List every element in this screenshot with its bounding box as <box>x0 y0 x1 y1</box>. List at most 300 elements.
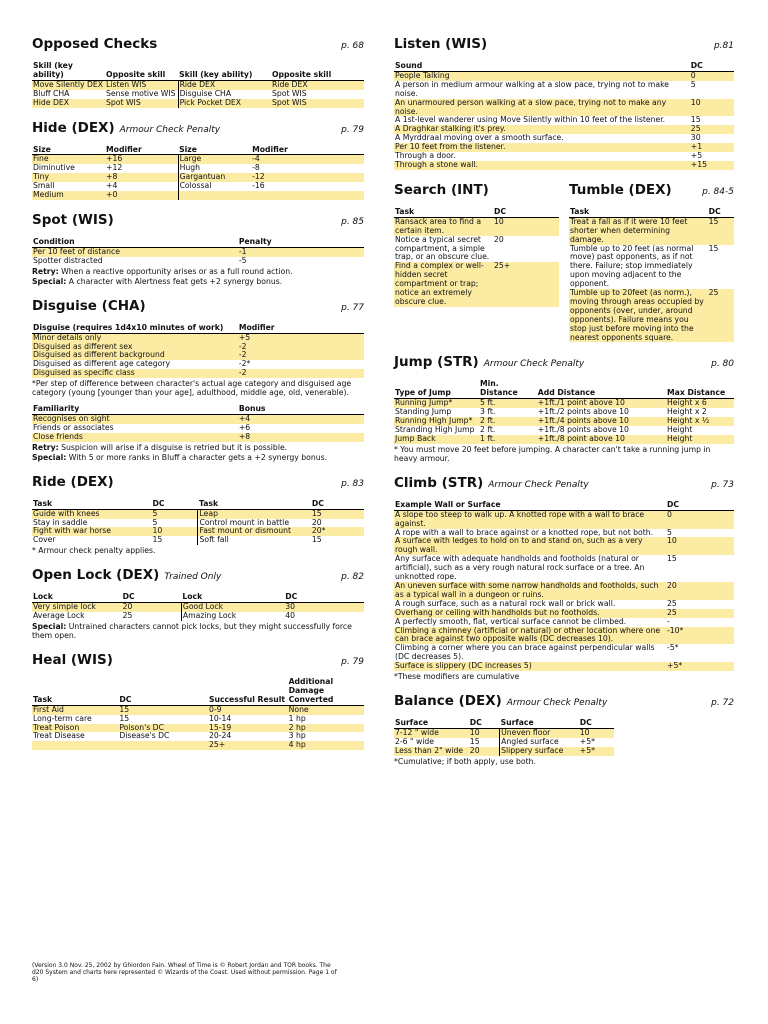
table-cell: Guide with knees <box>32 509 152 518</box>
section-balance <box>394 693 734 766</box>
table-cell: Disguised as specific class <box>32 369 238 378</box>
column-header: Familiarity <box>32 405 238 414</box>
table-cell: 10 <box>152 527 198 536</box>
table-cell: 5 <box>667 527 672 537</box>
table-note <box>32 379 364 397</box>
section-subtitle: Armour Check Penalty <box>483 359 585 370</box>
table-cell: Friends or associates <box>33 422 114 432</box>
table-cell: 15 <box>118 705 208 714</box>
table-cell: Spot WIS <box>272 88 307 98</box>
table-cell: +8 <box>238 433 364 442</box>
table-cell: Tiny <box>32 173 105 182</box>
table-note <box>394 445 734 463</box>
page-reference: p. 73 <box>711 479 734 490</box>
table-cell: Leap <box>198 509 311 518</box>
table-row <box>394 627 734 645</box>
table-cell: A Myrddraal moving over a smooth surface. <box>395 133 564 143</box>
column-header: Modifier <box>238 324 364 333</box>
table-cell: An unarmoured person walking at a slow pace, trying not to make any noise. <box>394 99 690 117</box>
table-cell: A slope too steep to walk up. A knotted rope with a wall to brace against. <box>394 510 666 528</box>
table-cell: 15 <box>152 535 163 545</box>
table-cell: -2 <box>238 369 364 378</box>
section-listen <box>394 36 734 170</box>
footer-credits: (Version 3.0 Nov. 25, 2002 by Ghiordon Fain. Wheel of Time is © Robert Jordan and TOR books. The d20 System and charts here represented © Wizards of the Coast. Used without permission. Page 1 of 6) <box>32 962 337 983</box>
section-title: Climb (STR) <box>394 474 484 491</box>
table-note <box>394 757 734 766</box>
column-header: Add Distance <box>537 380 666 398</box>
column-header: Modifier <box>105 146 178 155</box>
table-cell: Any surface with adequate handholds and footholds (natural or artificial), such as a very rough natural rock surface or a tree. An unknotted rope. <box>395 554 645 582</box>
table-cell: Fine <box>32 155 105 164</box>
table-header-row <box>394 380 734 398</box>
table-cell: 3 ft. <box>480 407 496 417</box>
table-row <box>394 435 734 444</box>
table-row <box>32 732 364 741</box>
column-header: DC <box>493 208 559 217</box>
table-header-row <box>394 501 734 510</box>
table-header-row <box>32 500 364 509</box>
skill-table <box>394 719 614 756</box>
section-header <box>569 182 734 198</box>
table-cell: Bluff CHA <box>33 88 70 98</box>
table-cell: Average Lock <box>33 611 85 621</box>
note-text: Untrained characters cannot pick locks, but they might successfully force them open. <box>32 622 352 640</box>
table-cell: Medium <box>32 191 105 200</box>
section-search <box>394 182 559 343</box>
table-cell: 15 <box>690 115 701 125</box>
table-cell: Spot WIS <box>271 99 364 108</box>
left-column <box>32 36 364 762</box>
note-text: *Cumulative; if both apply, use both. <box>394 756 536 766</box>
note-label: Special: <box>32 452 67 462</box>
table-cell: +1ft./4 points above 10 <box>537 417 666 426</box>
table-cell: Treat Poison <box>32 724 118 733</box>
skill-table <box>394 380 734 443</box>
table-header-row <box>32 678 364 705</box>
table-cell: +5 <box>238 333 364 342</box>
table-cell: Control mount in battle <box>198 519 311 528</box>
column-header: Min. Distance <box>479 380 537 398</box>
section-search_tumble <box>394 182 734 343</box>
table-cell: 5 <box>152 509 198 518</box>
table-row <box>32 257 364 266</box>
table-cell: 15 <box>667 554 677 564</box>
table-cell: 2 ft. <box>479 417 537 426</box>
table-row <box>32 99 364 108</box>
table-cell: +1ft./8 points above 10 <box>537 425 629 434</box>
table-cell: 20* <box>311 527 364 536</box>
section-header <box>394 354 734 370</box>
table-cell: Ride DEX <box>178 80 271 89</box>
column-header: Successful Result <box>208 678 288 705</box>
table-cell: Ransack area to find a certain item. <box>394 217 493 235</box>
table-cell: Good Lock <box>181 603 284 612</box>
table-cell: 25 <box>708 289 734 342</box>
table-cell: 10 <box>579 728 614 737</box>
section-header <box>32 567 364 583</box>
column-header: DC <box>122 593 182 602</box>
table-cell: 0-9 <box>208 705 288 714</box>
table-cell: 25 <box>666 609 734 618</box>
section-title: Open Lock (DEX) <box>32 567 160 584</box>
table-row <box>32 369 364 378</box>
column-header: Lock <box>181 593 284 602</box>
page-reference: p. 80 <box>711 359 734 370</box>
note-label: Retry: <box>32 442 59 452</box>
table-row <box>32 191 364 200</box>
note-text: *Per step of difference between character's actual age category and disguised age category (young [younger than your age], adulthood, middle age, old, venerable). <box>32 379 352 398</box>
table-cell: Sense motive WIS <box>106 88 176 98</box>
table-note <box>32 622 364 640</box>
table-cell: -4 <box>251 155 364 164</box>
table-cell: 10-14 <box>208 713 232 723</box>
table-cell: None <box>288 705 364 714</box>
section-openlock <box>32 567 364 640</box>
column-header: Task <box>198 500 311 509</box>
table-cell: A Draghkar stalking it's prey. <box>394 125 690 134</box>
table-row <box>32 715 364 724</box>
table-cell: Small <box>33 181 55 191</box>
table-cell: +5* <box>579 747 614 756</box>
column-header: Modifier <box>251 146 364 155</box>
table-cell: 25 <box>667 598 677 608</box>
table-cell: Poison's DC <box>118 724 208 733</box>
table-cell: -2* <box>238 359 251 369</box>
table-cell: Close friends <box>32 433 238 442</box>
column-header: DC <box>118 678 208 705</box>
table-cell: Standing Jump <box>395 407 452 417</box>
table-row <box>394 662 734 671</box>
table-cell: Per 10 feet from the listener. <box>394 143 690 152</box>
page-reference: p. 68 <box>341 41 364 51</box>
skill-table <box>32 238 364 266</box>
table-row <box>569 217 734 244</box>
skill-table <box>32 593 364 621</box>
section-title: Search (INT) <box>394 181 489 198</box>
section-subtitle: Armour Check Penalty <box>506 698 608 709</box>
section-heal <box>32 652 364 750</box>
section-title: Heal (WIS) <box>32 652 113 668</box>
table-cell: A rope with a wall to brace against or a knotted rope, but not both. <box>395 527 654 537</box>
column-header: Size <box>178 146 251 155</box>
section-title: Listen (WIS) <box>394 36 488 52</box>
column-header: Skill (key ability) <box>178 62 271 80</box>
table-cell: A rough surface, such as a natural rock wall or brick wall. <box>395 598 616 608</box>
note-text: * Armour check penalty applies. <box>32 546 156 556</box>
column-header: DC <box>690 62 734 71</box>
table-row <box>394 236 559 263</box>
table-cell: 20 <box>122 603 182 612</box>
column-header: DC <box>469 719 500 728</box>
section-header <box>394 693 734 709</box>
table-cell: Per 10 feet of distance <box>32 247 238 256</box>
note-label: Retry: <box>32 266 59 276</box>
table-cell: Height <box>666 425 693 434</box>
section-hide <box>32 120 364 200</box>
table-cell: Jump Back <box>394 435 479 444</box>
note-text: *These modifiers are cumulative <box>394 672 520 682</box>
table-cell: +8 <box>105 173 178 182</box>
table-cell: +1ft./8 point above 10 <box>537 435 666 444</box>
table-cell: An uneven surface with some narrow handholds and footholds, such as a typical wall in a dungeon or ruins. <box>394 582 666 600</box>
table-cell: -5* <box>667 643 679 653</box>
table-cell: Stranding High Jump <box>395 425 475 434</box>
table-cell: - <box>667 616 670 626</box>
section-tumble <box>569 182 734 343</box>
table-cell: -1 <box>238 247 364 256</box>
table-cell: Disguise CHA <box>178 90 271 99</box>
table-cell: Surface is slippery (DC increases 5) <box>394 662 666 671</box>
table-cell: +0 <box>105 191 178 200</box>
skill-table <box>32 678 364 750</box>
table-cell: 1 hp <box>288 713 306 723</box>
table-row <box>569 289 734 342</box>
table-cell: Through a door. <box>395 151 456 161</box>
table-cell: +1ft./1 point above 10 <box>537 399 666 408</box>
table-cell: Notice a typical secret compartment, a simple trap, or an obscure clue. <box>395 234 490 262</box>
table-cell: Through a stone wall. <box>394 161 690 170</box>
table-cell: Hugh <box>178 164 251 173</box>
section-subtitle: Trained Only <box>164 572 222 583</box>
table-cell: Very simple lock <box>32 603 122 612</box>
table-cell: 15 <box>708 243 719 253</box>
table-cell: -10* <box>666 627 734 645</box>
table-header-row <box>32 324 364 333</box>
table-cell: Spot WIS <box>105 99 178 108</box>
page-reference: p. 82 <box>341 572 364 583</box>
table-cell: 15 <box>708 217 734 244</box>
table-row <box>394 582 734 600</box>
table-cell: Height <box>666 435 734 444</box>
page-reference: p. 83 <box>341 478 364 489</box>
section-header <box>32 652 364 668</box>
table-cell: Amazing Lock <box>181 612 284 621</box>
table-cell: 20 <box>311 517 322 527</box>
table-cell: 15 <box>311 535 322 545</box>
table-cell: Overhang or ceiling with handholds but no footholds. <box>394 609 666 618</box>
table-cell: Height x 2 <box>666 407 707 417</box>
table-cell: +1ft./2 points above 10 <box>537 407 629 417</box>
table-cell: 30 <box>690 133 701 143</box>
table-cell: 15-19 <box>208 724 288 733</box>
table-cell: 0 <box>666 510 734 528</box>
column-header: Surface <box>394 719 469 728</box>
table-cell: 15 <box>311 509 364 518</box>
table-cell: 1 ft. <box>479 435 537 444</box>
table-cell <box>251 191 364 200</box>
skill-table <box>569 208 734 343</box>
table-header-row <box>394 62 734 71</box>
table-cell: +5* <box>666 662 734 671</box>
note-label: Special: <box>32 276 67 286</box>
table-cell: Disease's DC <box>119 731 170 741</box>
table-row <box>32 536 364 545</box>
table-row <box>394 644 734 662</box>
column-header: Opposite skill <box>105 62 178 80</box>
table-cell: 4 hp <box>288 741 364 750</box>
column-header: Lock <box>32 593 122 602</box>
table-cell: Climbing a corner where you can brace against perpendicular walls (DC decreases 5). <box>395 643 655 662</box>
note-text: A character with Alertness feat gets +2 synergy bonus. <box>68 276 283 286</box>
section-disguise <box>32 298 364 462</box>
table-cell: First Aid <box>32 705 118 714</box>
column-header: DC <box>708 208 734 217</box>
table-cell: Listen WIS <box>105 80 178 89</box>
table-note <box>394 672 734 681</box>
section-title: Opposed Checks <box>32 36 158 52</box>
skill-table <box>394 208 559 307</box>
table-note <box>32 277 364 286</box>
section-spot <box>32 212 364 286</box>
table-cell: -8 <box>252 163 260 173</box>
table-row <box>394 81 734 99</box>
section-header <box>32 120 364 136</box>
section-subtitle: Armour Check Penalty <box>119 124 221 135</box>
section-header <box>394 475 734 491</box>
table-cell: Spotter distracted <box>33 255 103 265</box>
page-reference: p.81 <box>713 41 734 51</box>
table-cell: A perfectly smooth, flat, vertical surface cannot be climbed. <box>395 616 627 626</box>
section-title: Tumble (DEX) <box>569 181 672 198</box>
table-cell: +5* <box>579 736 595 746</box>
table-cell: +12 <box>106 163 123 173</box>
section-header <box>32 474 364 490</box>
table-cell: Pick Pocket DEX <box>178 99 271 108</box>
table-cell: People Talking <box>394 71 690 80</box>
column-header: DC <box>284 593 364 602</box>
table-cell: A surface with ledges to hold on to and stand on, such as a very rough wall. <box>394 537 666 555</box>
table-cell: 10 <box>666 537 734 555</box>
table-cell: Height x ½ <box>666 417 734 426</box>
column-header: Opposite skill <box>271 62 364 80</box>
table-cell: Recognises on sight <box>32 415 238 424</box>
page-reference: p. 79 <box>341 657 364 667</box>
table-cell: 10 <box>690 99 734 117</box>
table-header-row <box>32 62 364 80</box>
table-cell: 20 <box>666 582 734 600</box>
table-cell: 20 <box>469 747 500 756</box>
table-cell: Find a complex or well-hidden secret compartment or trap; notice an extremely obscure clue. <box>394 262 493 307</box>
column-header: Skill (key ability) <box>32 62 105 80</box>
table-cell: Treat a fall as if it were 10 feet shorter when determining damage. <box>569 217 708 244</box>
table-cell: Fight with war horse <box>32 527 152 536</box>
table-cell: -5 <box>238 255 247 265</box>
table-cell: 2 ft. <box>480 425 496 434</box>
table-cell: Long-term care <box>33 713 92 723</box>
column-header: Task <box>569 208 708 217</box>
column-header: Condition <box>32 238 238 247</box>
table-cell: 3 hp <box>288 731 306 741</box>
table-cell: Tumble up to 20 feet (as normal move) past opponents, as if not there. Failure; stop immediately upon moving adjacent to the opponent. <box>570 243 694 289</box>
table-cell: +16 <box>105 155 178 164</box>
table-note <box>32 546 364 555</box>
table-cell: 2-6 " wide <box>395 736 435 746</box>
column-header: DC <box>579 719 614 728</box>
table-cell: Gargantuan <box>178 173 251 182</box>
table-row <box>32 612 364 621</box>
table-row <box>569 245 734 290</box>
table-row <box>394 747 614 756</box>
column-header: Task <box>32 678 118 705</box>
table-cell: Less than 2" wide <box>394 747 469 756</box>
table-cell: 2 hp <box>288 724 364 733</box>
table-cell: Stay in saddle <box>33 517 88 527</box>
column-header: Size <box>32 146 105 155</box>
note-text: Suspicion will arise if a disguise is retried but it is possible. <box>61 442 288 452</box>
table-cell: -2 <box>238 343 364 352</box>
table-row <box>394 99 734 117</box>
section-opposed <box>32 36 364 108</box>
table-cell: Ride DEX <box>271 80 364 89</box>
table-cell: Move Silently DEX <box>32 80 105 89</box>
table-row <box>394 555 734 582</box>
table-row <box>394 217 559 235</box>
note-label: Special: <box>32 622 67 631</box>
section-jump <box>394 354 734 462</box>
table-cell: 25 <box>122 611 133 621</box>
table-cell: Minor details only <box>32 333 238 342</box>
table-cell: Running High Jump* <box>394 417 479 426</box>
skill-table <box>32 62 364 108</box>
column-header: Task <box>32 500 152 509</box>
column-header: Additional Damage Converted <box>288 678 364 705</box>
table-row <box>32 182 364 191</box>
table-row <box>32 433 364 442</box>
table-cell: -12 <box>251 173 364 182</box>
page-reference: p. 84-5 <box>702 186 734 197</box>
section-subtitle: Armour Check Penalty <box>488 479 589 490</box>
table-cell: 10 <box>469 728 500 737</box>
note-text: With 5 or more ranks in Bluff a character gets a +2 synergy bonus. <box>68 452 328 462</box>
section-title: Disguise (CHA) <box>32 297 146 314</box>
table-cell: 25+ <box>493 262 559 307</box>
table-cell: Soft fall <box>198 536 311 545</box>
column-header: Max Distance <box>666 380 734 398</box>
page-reference: p. 85 <box>341 216 364 227</box>
table-cell: Cover <box>33 535 56 545</box>
skill-table <box>394 62 734 170</box>
table-cell: 40 <box>285 611 296 621</box>
table-cell: Running Jump* <box>394 399 479 408</box>
table-cell: 15 <box>119 713 130 723</box>
column-header: Type of Jump <box>394 380 479 398</box>
table-cell: +6 <box>238 422 251 432</box>
table-cell: +4 <box>238 415 364 424</box>
table-row <box>394 510 734 528</box>
table-cell: Diminutive <box>33 163 75 173</box>
right-column <box>394 36 734 778</box>
page-reference: p. 72 <box>711 698 734 709</box>
column-header: Bonus <box>238 405 364 414</box>
table-cell: -2 <box>238 351 364 360</box>
table-cell: A 1st-level wanderer using Move Silently within 10 feet of the listener. <box>395 115 666 125</box>
table-cell: Large <box>178 155 251 164</box>
table-header-row <box>569 208 734 217</box>
table-cell: 7-12 " wide <box>394 728 469 737</box>
note-text: * You must move 20 feet before jumping. A character can't take a running jump in heavy armour. <box>394 444 711 463</box>
table-row <box>394 262 559 307</box>
table-cell: 30 <box>284 603 364 612</box>
table-cell: Tumble up to 20feet (as norm.), moving through areas occupied by opponents (over, under, around opponents). Failure means you stop just before moving into the nearest opponents square. <box>569 289 708 342</box>
table-cell: +4 <box>106 181 118 191</box>
section-header <box>32 298 364 314</box>
table-cell: Angled surface <box>500 738 579 747</box>
twin-sections <box>394 182 734 343</box>
table-cell: 0 <box>690 71 734 80</box>
section-header <box>394 182 559 198</box>
column-header: Surface <box>500 719 579 728</box>
table-note <box>32 267 364 276</box>
